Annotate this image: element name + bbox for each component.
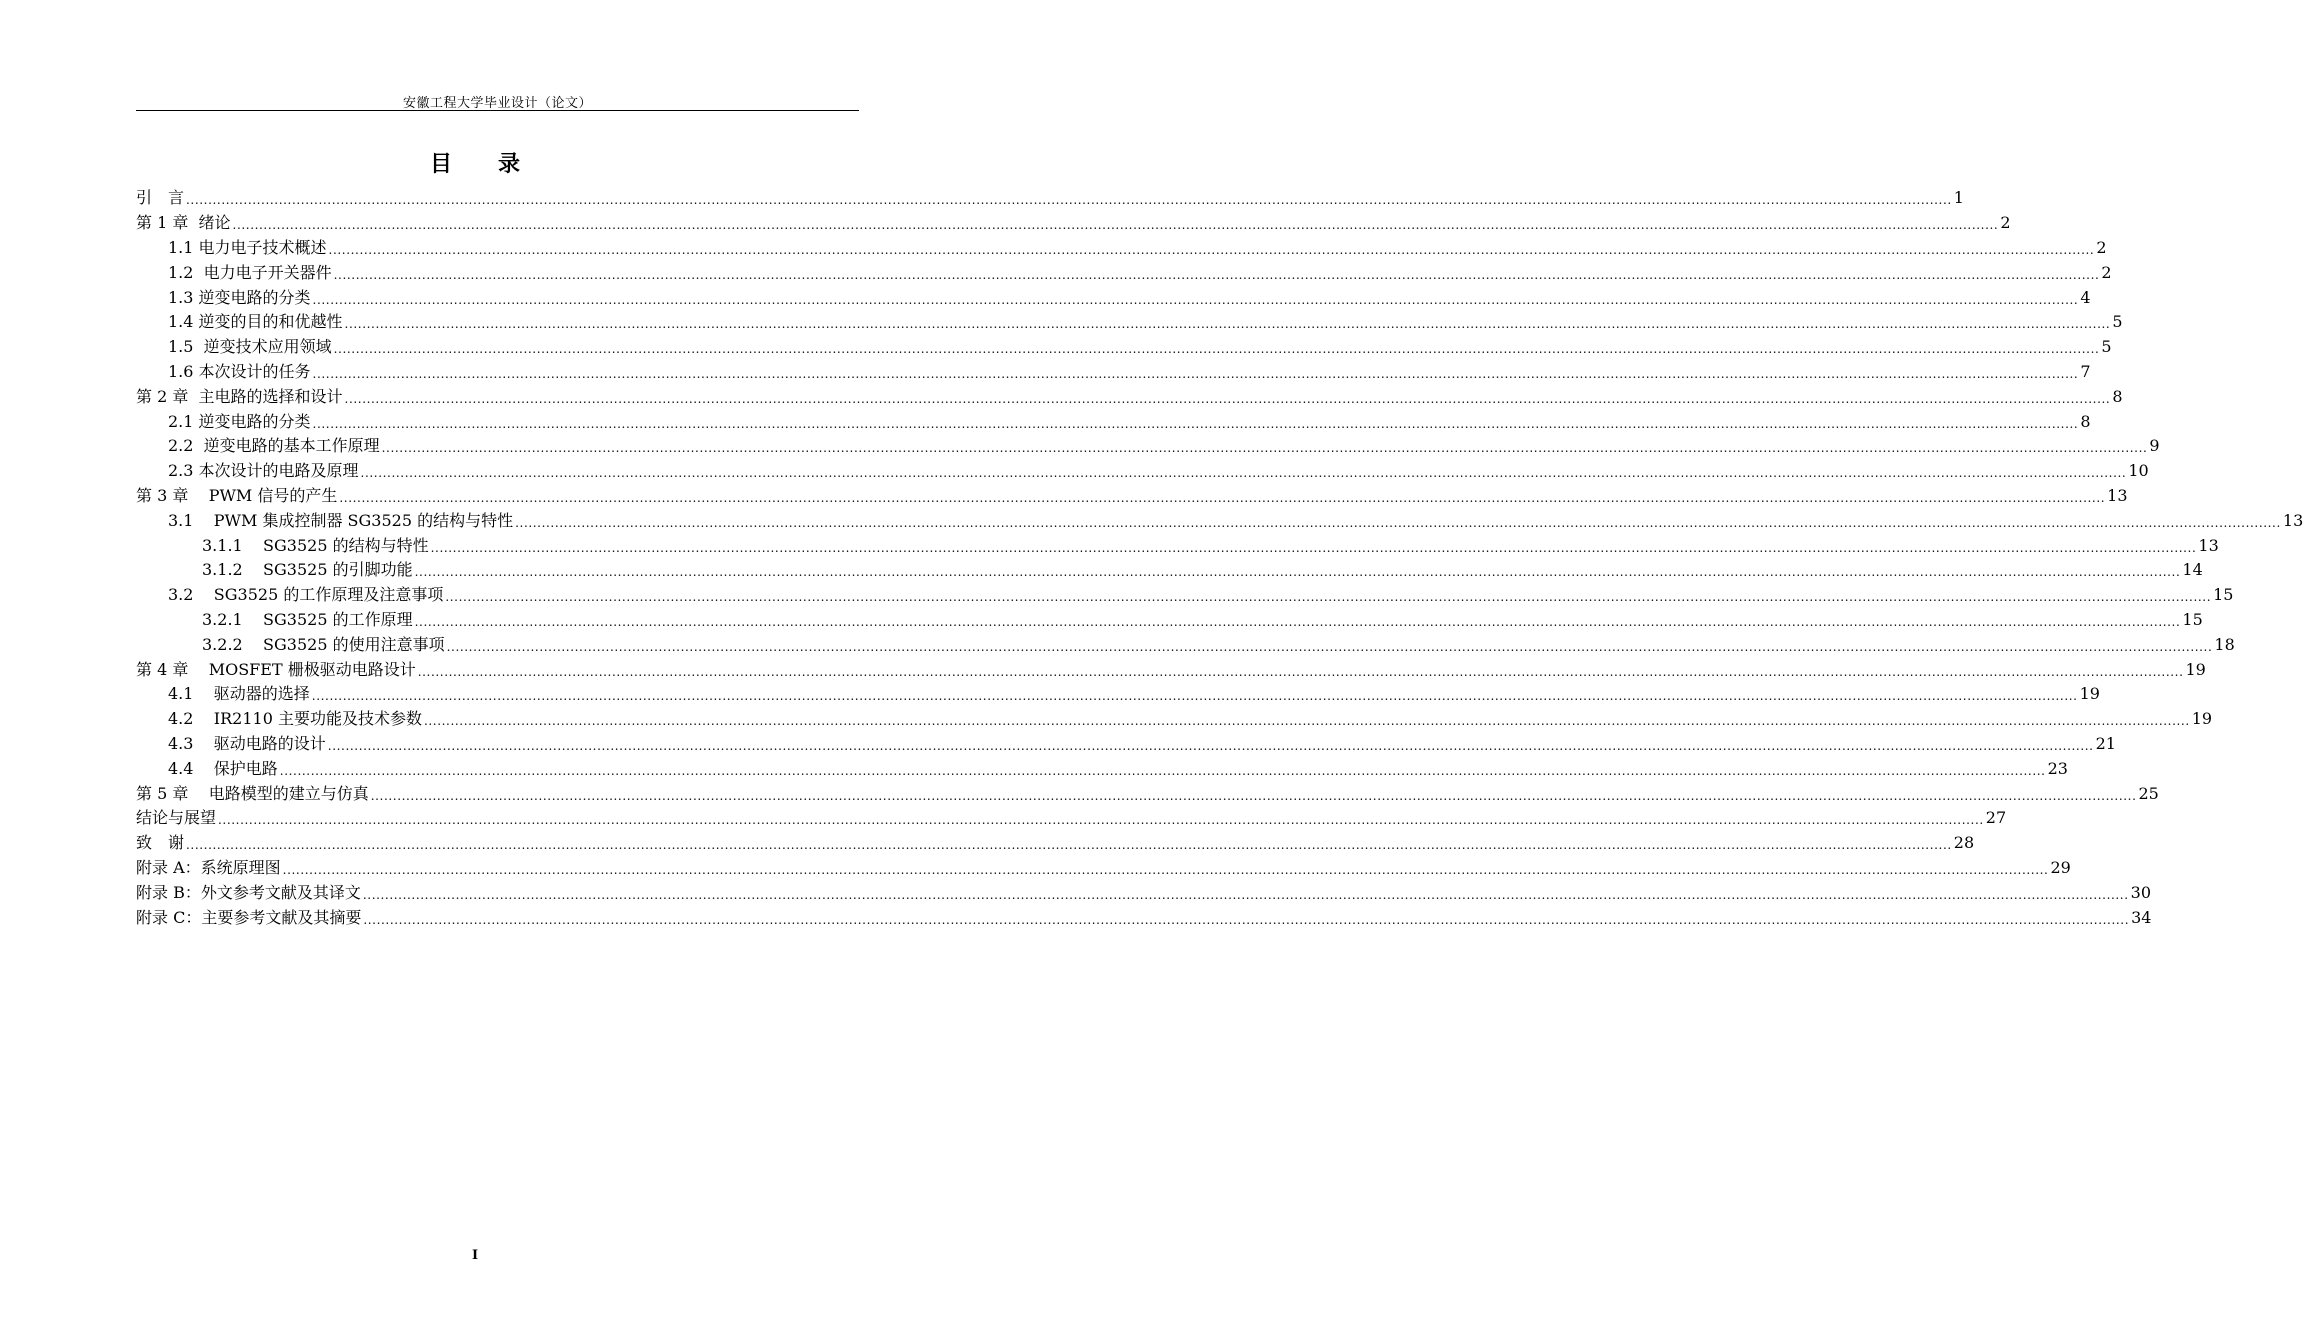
toc-entry-label: 引 言 (136, 188, 185, 208)
toc-entry-label: 2.2 逆变电路的基本工作原理 (168, 436, 380, 456)
toc-leader-dots: ................................................................................................................................................................................................................................................................................................................................................................................................................ (311, 689, 2078, 704)
toc-entry[interactable] (136, 335, 2112, 360)
toc-entry-page: 19 (2079, 684, 2100, 704)
header-rule (136, 110, 859, 111)
toc-entry-page: 13 (2198, 535, 2219, 555)
toc-entry[interactable] (136, 682, 2100, 707)
toc-entry-label: 3.1.1 SG3525 的结构与特性 (202, 535, 429, 555)
toc-entry[interactable] (136, 186, 1964, 211)
toc-leader-dots: ................................................................................................................................................................................................................................................................................................................................................................................................................ (381, 441, 2148, 456)
toc-entry-label: 第 2 章 主电路的选择和设计 (136, 386, 343, 406)
toc-leader-dots: ................................................................................................................................................................................................................................................................................................................................................................................................................ (414, 614, 2181, 629)
toc-title-right: 录 (498, 151, 521, 177)
toc-leader-dots: ................................................................................................................................................................................................................................................................................................................................................................................................................ (312, 416, 2079, 431)
toc-leader-dots: ................................................................................................................................................................................................................................................................................................................................................................................................................ (414, 565, 2181, 580)
toc-entry-label: 3.2.2 SG3525 的使用注意事项 (202, 634, 445, 654)
toc-entry-label: 第 3 章 PWM 信号的产生 (136, 485, 338, 505)
toc-entry[interactable] (136, 434, 2160, 459)
toc-entry-page: 7 (2080, 361, 2091, 381)
toc-entry[interactable] (136, 533, 2219, 558)
toc-entry[interactable] (136, 285, 2091, 310)
toc-leader-dots: ................................................................................................................................................................................................................................................................................................................................................................................................................ (370, 788, 2137, 803)
toc-entry-page: 14 (2182, 560, 2203, 580)
toc-entry-label: 1.1 电力电子技术概述 (168, 237, 327, 257)
toc-entry-label: 4.3 驱动电路的设计 (168, 733, 326, 753)
toc-leader-dots: ................................................................................................................................................................................................................................................................................................................................................................................................................ (515, 515, 2281, 530)
toc-entry-label: 3.1.2 SG3525 的引脚功能 (202, 560, 413, 580)
page-number: I (471, 1248, 479, 1263)
toc-entry-label: 1.6 本次设计的任务 (168, 361, 311, 381)
toc-entry[interactable] (136, 260, 2112, 285)
toc-leader-dots: ................................................................................................................................................................................................................................................................................................................................................................................................................ (339, 490, 2106, 505)
toc-entry-label: 附录 A：系统原理图 (136, 857, 281, 877)
toc-leader-dots: ................................................................................................................................................................................................................................................................................................................................................................................................................ (446, 639, 2213, 654)
toc-entry[interactable] (136, 409, 2091, 434)
toc-entry-label: 1.5 逆变技术应用领域 (168, 337, 332, 357)
toc-entry[interactable] (136, 459, 2149, 484)
toc-leader-dots: ................................................................................................................................................................................................................................................................................................................................................................................................................ (445, 590, 2212, 605)
toc-entry[interactable] (136, 384, 2123, 409)
toc-entry-page: 13 (2107, 485, 2128, 505)
toc-entry-page: 18 (2214, 634, 2235, 654)
toc-entry-page: 5 (2112, 312, 2123, 332)
toc-leader-dots: ................................................................................................................................................................................................................................................................................................................................................................................................................ (423, 714, 2190, 729)
toc-entry-label: 第 4 章 MOSFET 栅极驱动电路设计 (136, 659, 416, 679)
toc-entry-label: 4.2 IR2110 主要功能及技术参数 (168, 709, 422, 729)
toc-entry-label: 2.1 逆变电路的分类 (168, 411, 311, 431)
toc-entry-page: 2 (2096, 237, 2107, 257)
toc-entry-page: 34 (2131, 907, 2152, 927)
toc-entry-page: 29 (2050, 857, 2071, 877)
toc-leader-dots: ................................................................................................................................................................................................................................................................................................................................................................................................................ (344, 391, 2111, 406)
toc-entry-page: 8 (2112, 386, 2123, 406)
toc-leader-dots: ................................................................................................................................................................................................................................................................................................................................................................................................................ (333, 342, 2100, 357)
toc-entry-page: 15 (2182, 609, 2203, 629)
toc-entry[interactable] (136, 831, 1975, 856)
toc-entry-page: 1 (1953, 188, 1964, 208)
toc-entry[interactable] (136, 608, 2203, 633)
toc-entry-label: 致 谢 (136, 833, 185, 853)
toc-entry-label: 第 5 章 电路模型的建立与仿真 (136, 783, 369, 803)
toc-entry-page: 4 (2080, 287, 2091, 307)
toc-entry-label: 附录 C：主要参考文献及其摘要 (136, 907, 362, 927)
toc-entry-page: 30 (2130, 882, 2151, 902)
toc-entry[interactable] (136, 211, 2011, 236)
toc-title (0, 147, 950, 178)
toc-entry[interactable] (136, 880, 2151, 905)
toc-leader-dots: ................................................................................................................................................................................................................................................................................................................................................................................................................ (333, 267, 2100, 282)
table-of-contents (136, 186, 2303, 930)
toc-entry[interactable] (136, 707, 2213, 732)
toc-leader-dots: ................................................................................................................................................................................................................................................................................................................................................................................................................ (232, 218, 1999, 233)
toc-leader-dots: ................................................................................................................................................................................................................................................................................................................................................................................................................ (344, 317, 2111, 332)
toc-entry[interactable] (136, 508, 2303, 533)
toc-entry-page: 5 (2101, 337, 2112, 357)
toc-entry-page: 13 (2282, 510, 2303, 530)
toc-entry[interactable] (136, 360, 2091, 385)
toc-entry[interactable] (136, 583, 2234, 608)
toc-entry[interactable] (136, 236, 2107, 261)
toc-entry-label: 1.2 电力电子开关器件 (168, 262, 332, 282)
toc-entry-page: 19 (2191, 709, 2213, 729)
toc-leader-dots: ................................................................................................................................................................................................................................................................................................................................................................................................................ (312, 292, 2079, 307)
toc-entry[interactable] (136, 905, 2152, 930)
toc-leader-dots: ................................................................................................................................................................................................................................................................................................................................................................................................................ (279, 763, 2046, 778)
toc-leader-dots: ................................................................................................................................................................................................................................................................................................................................................................................................................ (362, 887, 2129, 902)
toc-entry-label: 结论与展望 (136, 808, 217, 828)
toc-entry-page: 19 (2185, 659, 2206, 679)
toc-entry-label: 1.3 逆变电路的分类 (168, 287, 311, 307)
toc-entry-page: 25 (2138, 783, 2159, 803)
toc-entry-label: 4.1 驱动器的选择 (168, 684, 310, 704)
toc-leader-dots: ................................................................................................................................................................................................................................................................................................................................................................................................................ (363, 912, 2130, 927)
toc-entry-page: 2 (2101, 262, 2112, 282)
toc-entry-page: 23 (2047, 758, 2068, 778)
toc-entry[interactable] (136, 756, 2068, 781)
toc-entry-page: 2 (2000, 213, 2011, 233)
toc-entry[interactable] (136, 781, 2159, 806)
toc-entry-page: 9 (2149, 436, 2160, 456)
toc-entry[interactable] (136, 856, 2071, 881)
toc-entry-label: 3.1 PWM 集成控制器 SG3525 的结构与特性 (168, 510, 514, 530)
running-header: 安徽工程大学毕业设计（论文） (402, 96, 592, 111)
toc-leader-dots: ................................................................................................................................................................................................................................................................................................................................................................................................................ (186, 193, 1952, 208)
toc-leader-dots: ................................................................................................................................................................................................................................................................................................................................................................................................................ (186, 838, 1952, 853)
toc-leader-dots: ................................................................................................................................................................................................................................................................................................................................................................................................................ (430, 540, 2197, 555)
toc-entry-page: 27 (1985, 808, 2007, 828)
toc-entry[interactable] (136, 632, 2235, 657)
toc-entry[interactable] (136, 310, 2123, 335)
toc-leader-dots: ................................................................................................................................................................................................................................................................................................................................................................................................................ (328, 242, 2095, 257)
toc-title-left: 目 (429, 151, 452, 177)
toc-entry-page: 15 (2213, 585, 2234, 605)
toc-entry-label: 1.4 逆变的目的和优越性 (168, 312, 343, 332)
toc-entry-label: 附录 B：外文参考文献及其译文 (136, 882, 361, 902)
toc-leader-dots: ................................................................................................................................................................................................................................................................................................................................................................................................................ (218, 813, 1984, 828)
toc-entry[interactable] (136, 657, 2206, 682)
toc-entry-page: 10 (2128, 461, 2149, 481)
toc-entry-label: 4.4 保护电路 (168, 758, 278, 778)
toc-leader-dots: ................................................................................................................................................................................................................................................................................................................................................................................................................ (417, 664, 2184, 679)
toc-entry[interactable] (136, 806, 2007, 831)
toc-entry[interactable] (136, 484, 2128, 509)
toc-leader-dots: ................................................................................................................................................................................................................................................................................................................................................................................................................ (312, 366, 2079, 381)
toc-entry-label: 3.2 SG3525 的工作原理及注意事项 (168, 585, 444, 605)
toc-entry-page: 8 (2080, 411, 2091, 431)
toc-leader-dots: ................................................................................................................................................................................................................................................................................................................................................................................................................ (327, 738, 2094, 753)
toc-entry-page: 28 (1953, 833, 1975, 853)
toc-entry[interactable] (136, 732, 2116, 757)
toc-entry-label: 第 1 章 绪论 (136, 213, 231, 233)
toc-entry[interactable] (136, 558, 2203, 583)
toc-leader-dots: ................................................................................................................................................................................................................................................................................................................................................................................................................ (360, 466, 2127, 481)
toc-entry-label: 3.2.1 SG3525 的工作原理 (202, 609, 413, 629)
toc-leader-dots: ................................................................................................................................................................................................................................................................................................................................................................................................................ (282, 862, 2049, 877)
toc-entry-page: 21 (2095, 733, 2116, 753)
toc-entry-label: 2.3 本次设计的电路及原理 (168, 461, 359, 481)
